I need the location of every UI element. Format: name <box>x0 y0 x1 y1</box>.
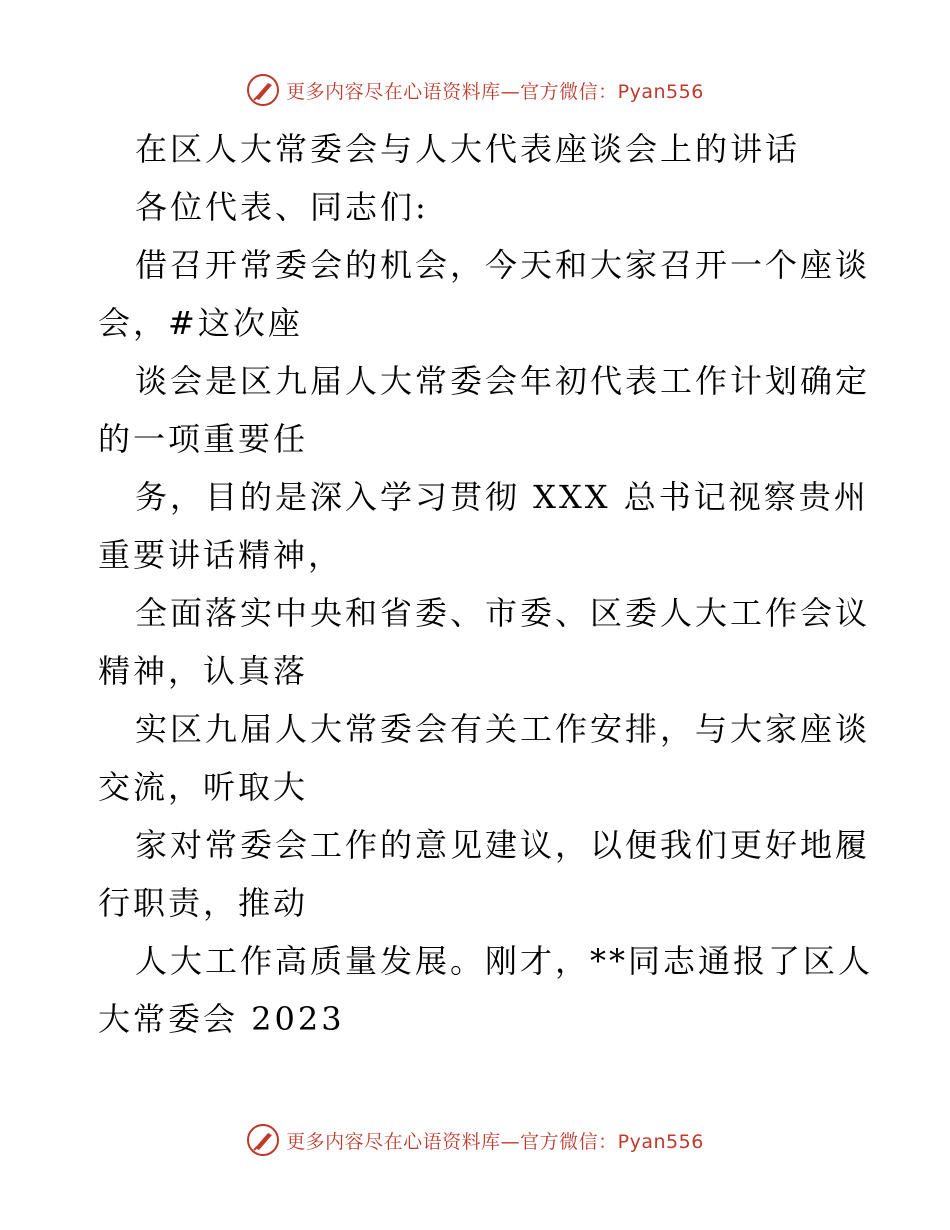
paragraph-line: 全面落实中央和省委、市委、区委人大工作会议 <box>135 594 871 632</box>
paragraph-line: 精神，认真落 <box>98 652 309 690</box>
paragraph-line: 重要讲话精神， <box>98 536 344 574</box>
quill-pen-logo-icon <box>246 1123 280 1157</box>
document-title-line: 在区人大常委会与人大代表座谈会上的讲话 <box>135 130 801 168</box>
header-watermark <box>0 70 950 110</box>
paragraph-line: 交流，听取大 <box>98 768 309 806</box>
watermark-text: 更多内容尽在心语资料库—官方微信：Pyan556 <box>286 80 704 103</box>
paragraph-line: 家对常委会工作的意见建议，以便我们更好地履 <box>135 826 871 864</box>
paragraph-line: 务，目的是深入学习贯彻 XXX 总书记视察贵州 <box>135 478 869 516</box>
salutation-line: 各位代表、同志们: <box>135 188 429 226</box>
paragraph-line: 会，#这次座 <box>98 304 303 342</box>
watermark-text: 更多内容尽在心语资料库—官方微信：Pyan556 <box>286 1130 704 1153</box>
paragraph-line: 人大工作高质量发展。刚才，**同志通报了区人 <box>135 942 874 980</box>
document-body <box>98 120 874 1048</box>
paragraph-line: 借召开常委会的机会，今天和大家召开一个座谈 <box>135 246 871 284</box>
footer-watermark <box>0 1120 950 1160</box>
paragraph-line: 实区九届人大常委会有关工作安排，与大家座谈 <box>135 710 871 748</box>
paragraph-line: 的一项重要任 <box>98 420 309 458</box>
paragraph-line: 行职责，推动 <box>98 884 309 922</box>
paragraph-line: 谈会是区九届人大常委会年初代表工作计划确定 <box>135 362 871 400</box>
paragraph-line: 大常委会 2023 <box>98 1000 345 1038</box>
quill-pen-logo-icon <box>246 73 280 107</box>
